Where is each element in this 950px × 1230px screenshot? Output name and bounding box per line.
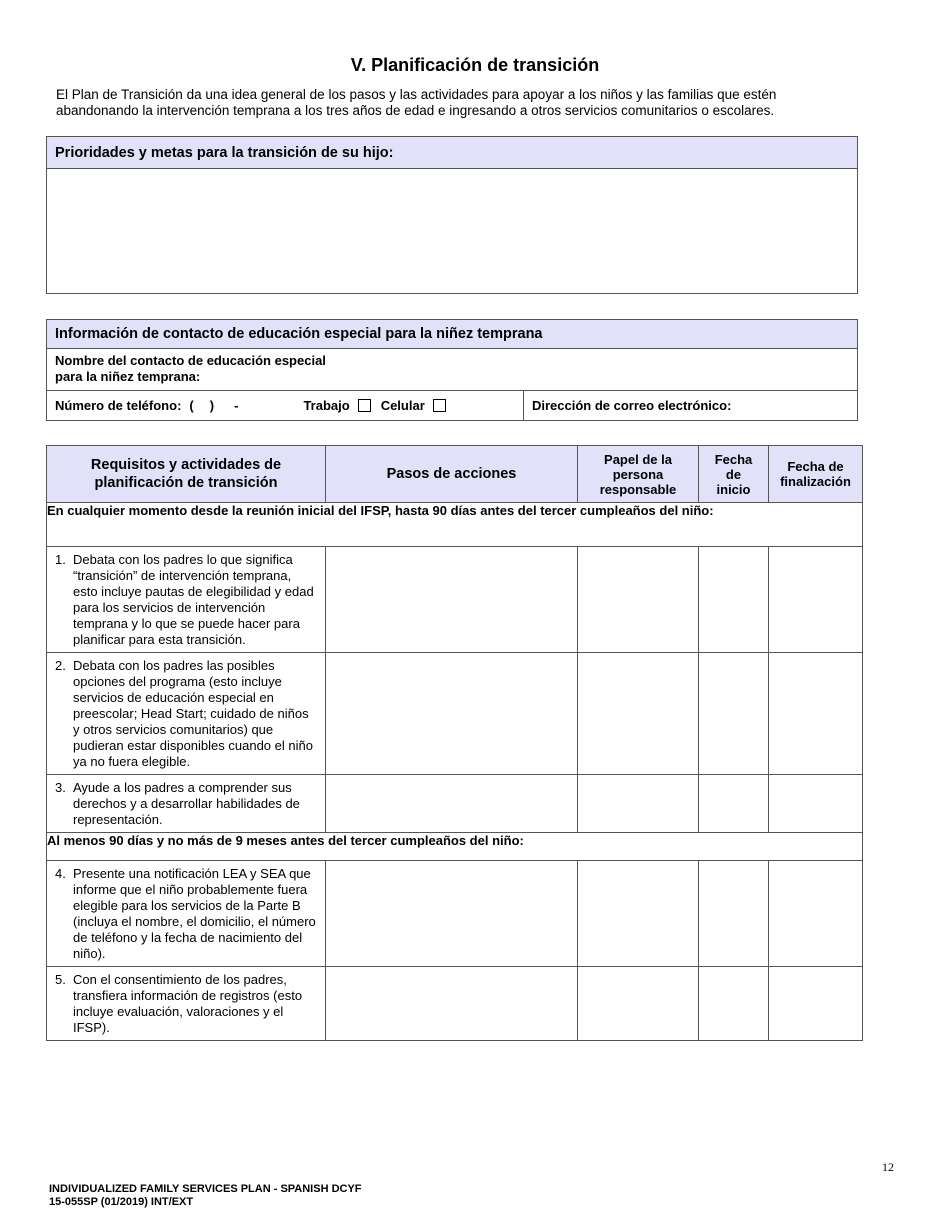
phone-label: Número de teléfono: xyxy=(55,398,182,413)
header-end-date: Fecha de finalización xyxy=(769,446,863,503)
contact-name-label-2: para la niñez temprana: xyxy=(55,369,201,384)
item-text: Ayude a los padres a comprender sus derechos y a desarrollar habilidades de representación. xyxy=(73,780,300,827)
footer-line-1: INDIVIDUALIZED FAMILY SERVICES PLAN - SPANISH DCYF xyxy=(49,1183,362,1195)
start-date-cell[interactable] xyxy=(699,861,769,967)
end-date-cell[interactable] xyxy=(769,775,863,833)
start-date-cell[interactable] xyxy=(699,775,769,833)
steps-cell[interactable] xyxy=(326,547,578,653)
role-cell[interactable] xyxy=(578,967,699,1041)
cell-label: Celular xyxy=(380,398,425,413)
item-text: Debata con los padres lo que significa “transición” de intervención temprana, esto incluye pautas de elegibilidad y edad para los servicios de intervención temprana y lo que se puede hacer para planificar para esta transición. xyxy=(73,552,314,647)
section-header-2: Al menos 90 días y no más de 9 meses antes del tercer cumpleaños del niño: xyxy=(47,833,863,861)
table-row xyxy=(47,967,863,1041)
end-date-cell[interactable] xyxy=(769,653,863,775)
table-row xyxy=(47,861,863,967)
item-text: Debata con los padres las posibles opciones del programa (esto incluye servicios de educación especial en preescolar; Head Start; cuidado de niños y otros servicios comunitarios) que pudieran estar disponibles cuando el niño ya no fuera elegible. xyxy=(73,658,313,769)
email-field[interactable] xyxy=(524,391,857,420)
footer-line-2: 15-055SP (01/2019) INT/EXT xyxy=(49,1196,194,1208)
item-text: Con el consentimiento de los padres, transfiera información de registros (esto incluye evaluación, valoraciones y el IFSP). xyxy=(73,972,303,1035)
role-cell[interactable] xyxy=(578,775,699,833)
priorities-header: Prioridades y metas para la transición de su hijo: xyxy=(47,137,857,169)
table-row xyxy=(47,775,863,833)
contact-name-field[interactable] xyxy=(47,349,857,391)
item-number: 3. xyxy=(55,780,66,795)
start-date-cell[interactable] xyxy=(699,653,769,775)
contact-header: Información de contacto de educación especial para la niñez temprana xyxy=(47,320,857,349)
page-number: 12 xyxy=(882,1160,894,1174)
table-row xyxy=(47,653,863,775)
priorities-input-area[interactable] xyxy=(47,169,857,293)
cell-checkbox[interactable] xyxy=(433,399,446,412)
item-number: 4. xyxy=(55,866,66,881)
intro-paragraph: El Plan de Transición da una idea general de los pasos y las actividades para apoyar a los niños y las familias que estén abandonando la intervención temprana a los tres años de edad e ingresando a otros servicios comunitarios o escolares. xyxy=(56,87,777,118)
transition-plan-table xyxy=(46,445,863,1041)
role-cell[interactable] xyxy=(578,653,699,775)
end-date-cell[interactable] xyxy=(769,967,863,1041)
item-number: 2. xyxy=(55,658,66,673)
priorities-section xyxy=(46,136,858,294)
steps-cell[interactable] xyxy=(326,775,578,833)
item-text: Presente una notificación LEA y SEA que informe que el niño probablemente fuera elegible para los servicios de la Parte B (incluya el nombre, el domicilio, el número de teléfono y la fecha de nacimiento del niño). xyxy=(73,866,316,961)
phone-field[interactable] xyxy=(47,391,524,420)
start-date-cell[interactable] xyxy=(699,547,769,653)
phone-paren-close: ) xyxy=(209,398,215,413)
header-start-date: Fecha de inicio xyxy=(699,446,769,503)
steps-cell[interactable] xyxy=(326,967,578,1041)
end-date-cell[interactable] xyxy=(769,861,863,967)
page-title: V. Planificación de transición xyxy=(350,55,600,75)
end-date-cell[interactable] xyxy=(769,547,863,653)
steps-cell[interactable] xyxy=(326,653,578,775)
footer xyxy=(49,1183,362,1209)
table-row xyxy=(47,547,863,653)
item-number: 5. xyxy=(55,972,66,987)
header-steps: Pasos de acciones xyxy=(326,446,578,503)
start-date-cell[interactable] xyxy=(699,967,769,1041)
header-requirements: Requisitos y actividades de planificación de transición xyxy=(47,446,326,503)
email-label: Dirección de correo electrónico: xyxy=(532,398,732,413)
work-label: Trabajo xyxy=(303,398,350,413)
contact-section xyxy=(46,319,858,421)
phone-paren-open: ( xyxy=(189,398,194,413)
header-role: Papel de la persona responsable xyxy=(578,446,699,503)
phone-dash: - xyxy=(234,398,239,413)
contact-name-label-1: Nombre del contacto de educación especial xyxy=(55,353,326,368)
section-header-1: En cualquier momento desde la reunión inicial del IFSP, hasta 90 días antes del tercer cumpleaños del niño: xyxy=(47,503,863,547)
work-checkbox[interactable] xyxy=(358,399,371,412)
item-number: 1. xyxy=(55,552,66,567)
role-cell[interactable] xyxy=(578,861,699,967)
steps-cell[interactable] xyxy=(326,861,578,967)
role-cell[interactable] xyxy=(578,547,699,653)
